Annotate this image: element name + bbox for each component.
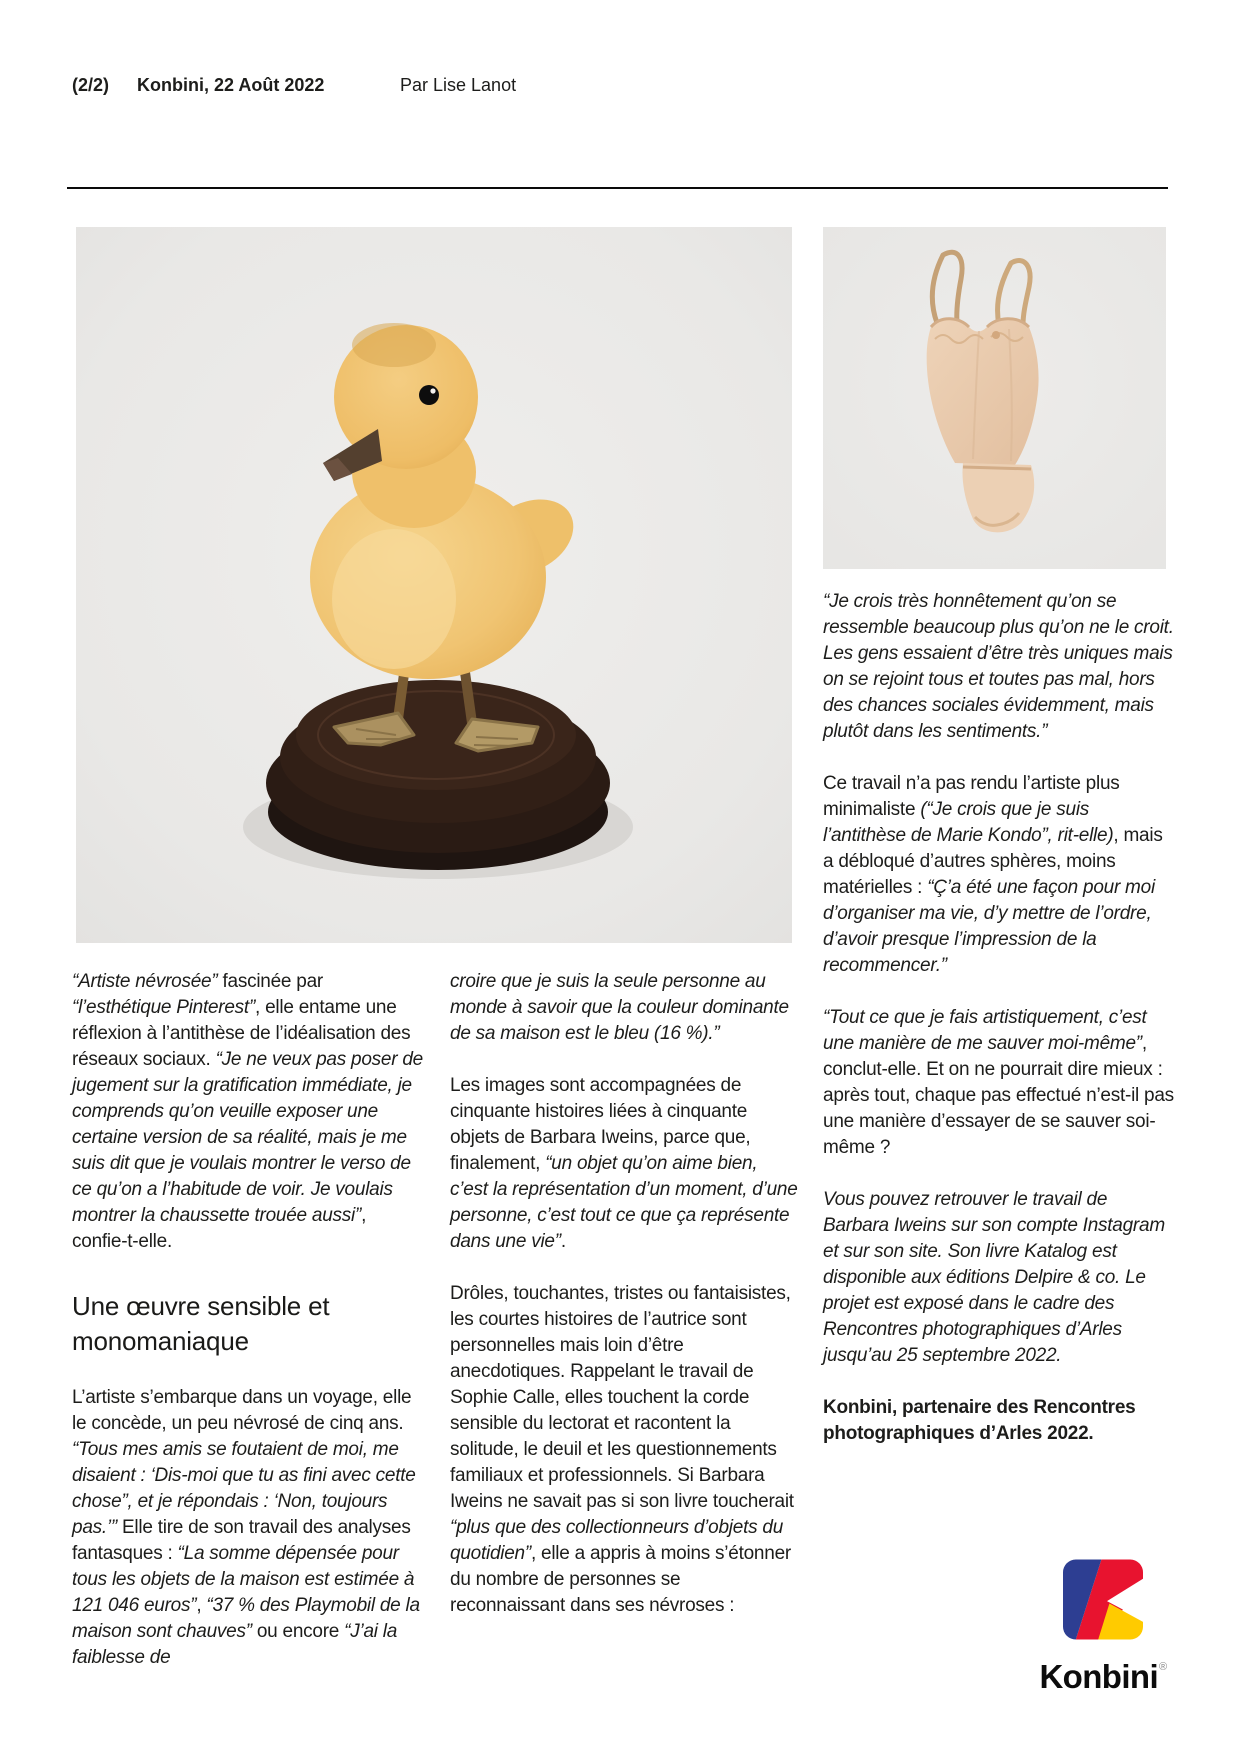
column-middle: [450, 969, 798, 1619]
divider-rule: [67, 187, 1168, 189]
article-paragraph: croire que je suis la seule personne au monde à savoir que la couleur dominante de sa maison est le bleu (16 %).”: [450, 971, 789, 1044]
column-right: [823, 589, 1175, 1447]
duckling-illustration: [76, 227, 792, 943]
article-paragraph: Ce travail n’a pas rendu l’artiste plus minimaliste (“Je crois que je suis l’antithèse de Marie Kondo”, rit-elle), mais a débloqué d’autres sphères, moins matérielles : “Ç’a été une façon pour moi d’organiser ma vie, d’y mettre de l’ordre, d’avoir presque l’impression de la recommencer.”: [823, 773, 1163, 976]
article-paragraph: Les images sont accompagnées de cinquante histoires liées à cinquante objets de Barbara Iweins, parce que, finalement, “un objet qu’on aime bien, c’est la représentation d’un moment, d’une personne, c’est tout ce que ça représente dans une vie”.: [450, 1075, 798, 1252]
konbini-wordmark: [1030, 1650, 1176, 1694]
article-paragraph-note: Vous pouvez retrouver le travail de Barbara Iweins sur son compte Instagram et sur son site. Son livre Katalog est disponible aux éditions Delpire & co. Le projet est exposé dans le cadre des Rencontres photographiques d’Arles jusqu’au 25 septembre 2022.: [823, 1189, 1165, 1366]
pull-quote: “Je crois très honnêtement qu’on se ressemble beaucoup plus qu’on ne le croit. Les gens essaient d’être très uniques mais on se rejoint tous et toutes pas mal, hors des chances sociales évidemment, mais plutôt dans les sentiments.”: [823, 591, 1174, 742]
konbini-wordmark-text: Konbini: [1039, 1658, 1159, 1695]
page-indicator: (2/2): [72, 75, 110, 95]
column-left: [72, 969, 424, 1671]
registered-mark: ®: [1159, 1661, 1167, 1673]
section-heading: Une œuvre sensible et monomaniaque: [72, 1291, 330, 1356]
bodysuit-photo: [823, 227, 1166, 569]
article-paragraph: Drôles, touchantes, tristes ou fantaisistes, les courtes histoires de l’autrice sont personnelles mais loin d’être anecdotiques. Rappelant le travail de Sophie Calle, elles touchent la corde sensible du lectorat et racontent la solitude, le deuil et les questionnements familiaux et professionnels. Si Barbara Iweins ne savait pas si son livre toucherait “plus que des collectionneurs d’objets du quotidien”, elle a appris à moins s’étonner du nombre de personnes se reconnaissant dans ses névroses :: [450, 1283, 794, 1616]
byline: Par Lise Lanot: [400, 75, 517, 95]
duckling-photo: [76, 227, 792, 943]
article-paragraph: L’artiste s’embarque dans un voyage, elle le concède, un peu névrosé de cinq ans. “Tous mes amis se foutaient de moi, me disaient : ‘Dis-moi que tu as fini avec cette chose”, et je répondais : ‘Non, toujours pas.’” Elle tire de son travail des analyses fantasques : “La somme dépensée pour tous les objets de la maison est estimée à 121 046 euros”, “37 % des Playmobil de la maison sont chauves” ou encore “J’ai la faiblesse de: [72, 1387, 420, 1668]
bodysuit-illustration: [823, 227, 1166, 569]
konbini-logo: [1030, 1559, 1176, 1694]
publication-title: Konbini, 22 Août 2022: [137, 75, 325, 95]
konbini-logo-icon: [1063, 1559, 1143, 1640]
article-paragraph: “Tout ce que je fais artistiquement, c’est une manière de me sauver moi-même”, conclut-elle. Et on ne pourrait dire mieux : après tout, chaque pas effectué n’est-il pas une manière d’essayer de se sauver soi-même ?: [823, 1007, 1174, 1158]
article-paragraph: “Artiste névrosée” fascinée par “l’esthétique Pinterest”, elle entame une réflexion à l’antithèse de l’idéalisation des réseaux sociaux. “Je ne veux pas poser de jugement sur la gratification immédiate, je comprends qu’on veuille exposer une certaine version de sa réalité, mais je me suis dit que je voulais montrer le verso de ce qu’on a l’habitude de voir. Je voulais montrer la chaussette trouée aussi”, confie-t-elle.: [72, 971, 423, 1252]
partner-credit: Konbini, partenaire des Rencontres photographiques d’Arles 2022.: [823, 1397, 1136, 1444]
